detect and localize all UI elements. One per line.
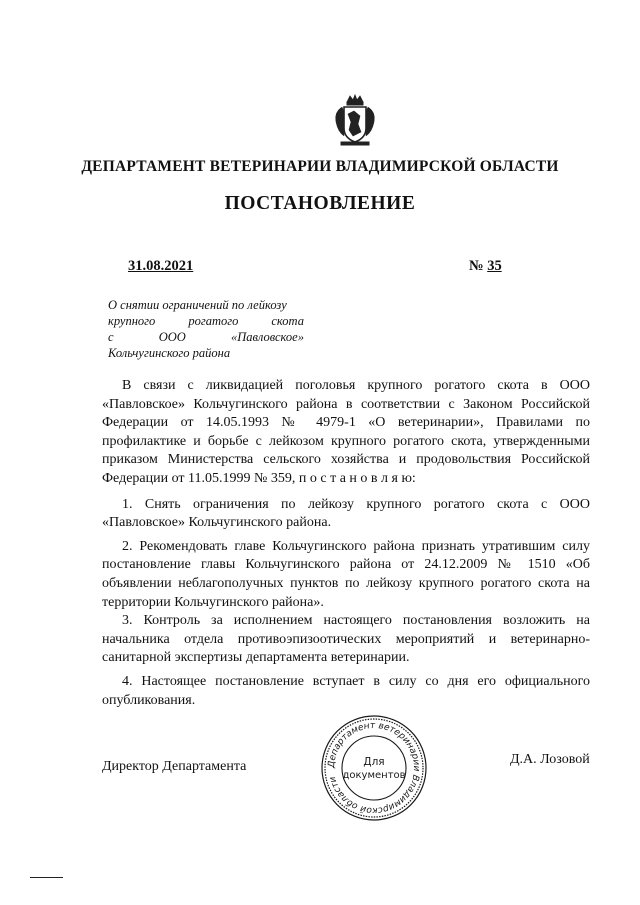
subject-line	[108, 329, 304, 345]
subject-word: О снятии ограничений по лейкозу	[108, 298, 287, 312]
stamp-center-line-1: Для	[363, 756, 385, 768]
decree-item-4: 4. Настоящее постановление вступает в силу со дня его официального опубликования.	[102, 673, 590, 708]
signer-position: Директор Департамента	[102, 759, 247, 774]
subject-word: «Павловское»	[230, 330, 304, 344]
subject-word: ООО	[158, 330, 186, 344]
signer-name: Д.А. Лозовой	[510, 752, 590, 767]
stamp-ring-text: Департамент ветеринарии Владимирской области	[326, 720, 422, 816]
document-number	[469, 258, 502, 275]
department-title: ДЕПАРТАМЕНТ ВЕТЕРИНАРИИ ВЛАДИМИРСКОЙ ОБЛАСТИ	[81, 158, 559, 175]
document-body	[102, 377, 590, 710]
subject-word: с	[108, 330, 114, 344]
subject-word: скота	[271, 314, 304, 328]
official-stamp	[318, 712, 430, 824]
document-type: ПОСТАНОВЛЕНИЕ	[224, 193, 416, 214]
decree-item-1: 1. Снять ограничения по лейкозу крупного рогатого скота с ООО «Павловское» Кольчугинского района.	[102, 496, 590, 531]
intro-paragraph	[102, 377, 590, 489]
subject-word: крупного	[108, 314, 156, 328]
document-date: 31.08.2021	[128, 258, 194, 274]
stamp-center-line-2: документов	[342, 770, 406, 781]
subject-line	[108, 297, 304, 313]
document-subject	[108, 297, 304, 361]
number-prefix: №	[469, 258, 484, 274]
coat-of-arms-icon	[330, 92, 380, 148]
decree-item-2: 2. Рекомендовать главе Кольчугинского района признать утратившим силу постановление главы Кольчугинского района от 24.12.2009 № 1510 «Об объявлении неблагополучных пунктов по лейкозу крупного рогатого скота на территории Кольчугинского района».	[102, 538, 590, 610]
number-value: 35	[487, 258, 502, 274]
decree-word: п о с т а н о в л я ю:	[298, 470, 416, 486]
intro-text: В связи с ликвидацией поголовья крупного рогатого скота в ООО «Павловское» Кольчугинского района в соответствии с Законом Российской Федерации от 14.05.1993 № 4979-1 «О ветеринарии», Правилами по профилактике и борьбе с лейкозом крупного рогатого скота, утвержденными приказом Министерства сельского хозяйства и продовольствия Российской Федерации от 11.05.1999 № 359,	[102, 378, 590, 486]
subject-word: рогатого	[188, 314, 239, 328]
subject-line	[108, 313, 304, 329]
subject-word: Кольчугинского района	[108, 346, 231, 360]
subject-line	[108, 345, 304, 361]
footer-rule	[30, 877, 63, 878]
decree-item-3: 3. Контроль за исполнением настоящего постановления возложить на начальника отдела противоэпизоотических мероприятий и ветеринарно-санитарной экспертизы департамента ветеринарии.	[102, 613, 590, 666]
